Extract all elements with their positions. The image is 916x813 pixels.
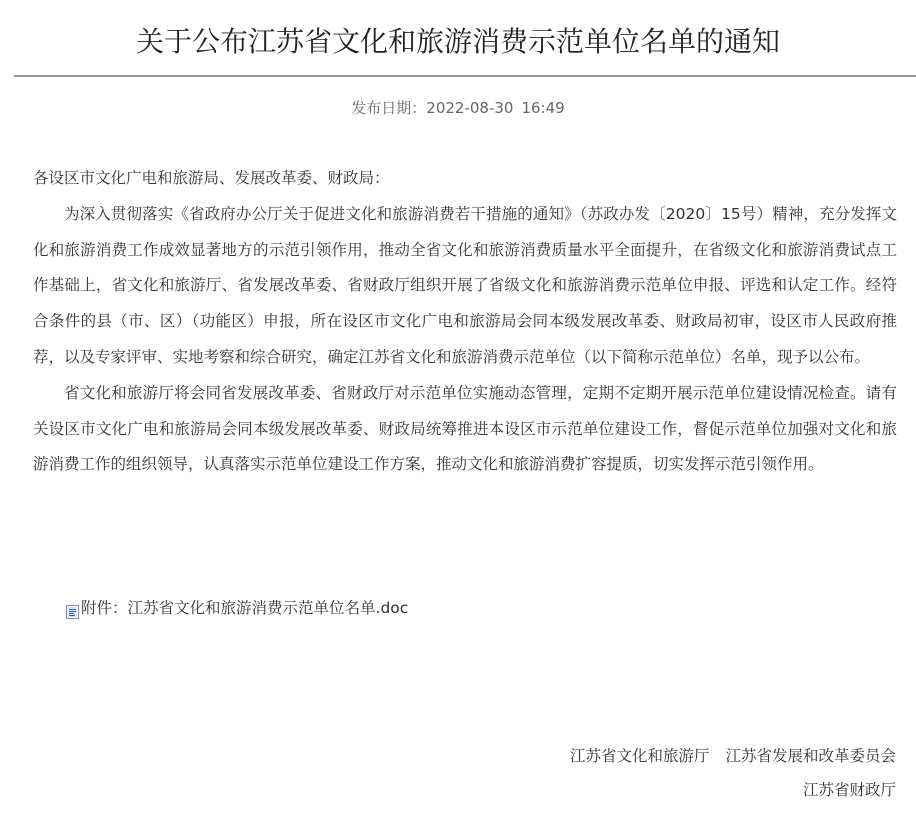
doc-file-icon[interactable] <box>66 603 79 617</box>
publish-time: 16:49 <box>521 99 565 117</box>
signatures <box>570 739 896 807</box>
body-paragraph-1: 为深入贯彻落实《省政府办公厅关于促进文化和旅游消费若干措施的通知》（苏政办发〔2020〕15号）精神，充分发挥文化和旅游消费工作成效显著地方的示范引领作用，推动全省文化和旅游消费质量水平全面提升，在省级文化和旅游消费试点工作基础上，省文化和旅游厅、省发展改革委、省财政厅组织开展了省级文化和旅游消费示范单位申报、评选和认定工作。经符合条件的县（市、区）（功能区）申报，所在设区市文化广电和旅游局会同本级发展改革委、财政局初审，设区市人民政府推荐，以及专家评审、实地考察和综合研究，确定江苏省文化和旅游消费示范单位（以下简称示范单位）名单，现予以公布。 <box>33 204 897 366</box>
signature-finance: 江苏省财政厅 <box>802 781 896 799</box>
publish-meta <box>0 98 916 118</box>
title-divider <box>14 75 916 77</box>
signature-culture-tourism: 江苏省文化和旅游厅 <box>569 747 710 765</box>
publish-date: 发布日期：2022-08-30 <box>351 99 514 117</box>
attachment-label: 附件： <box>81 599 128 617</box>
signature-development-reform: 江苏省发展和改革委员会 <box>725 747 896 765</box>
article-body <box>33 161 897 483</box>
attachment <box>66 597 408 619</box>
signature-line-1 <box>570 739 896 773</box>
page-title: 关于公布江苏省文化和旅游消费示范单位名单的通知 <box>135 25 780 58</box>
attachment-link[interactable]: 江苏省文化和旅游消费示范单位名单.doc <box>127 599 409 617</box>
salutation: 各设区市文化广电和旅游局、发展改革委、财政局： <box>33 169 390 187</box>
body-paragraph-2: 省文化和旅游厅将会同省发展改革委、省财政厅对示范单位实施动态管理，定期不定期开展示范单位建设情况检查。请有关设区市文化广电和旅游局会同本级发展改革委、财政局统筹推进本设区市示范单位建设工作，督促示范单位加强对文化和旅游消费工作的组织领导，认真落实示范单位建设工作方案，推动文化和旅游消费扩容提质，切实发挥示范引领作用。 <box>33 383 897 474</box>
